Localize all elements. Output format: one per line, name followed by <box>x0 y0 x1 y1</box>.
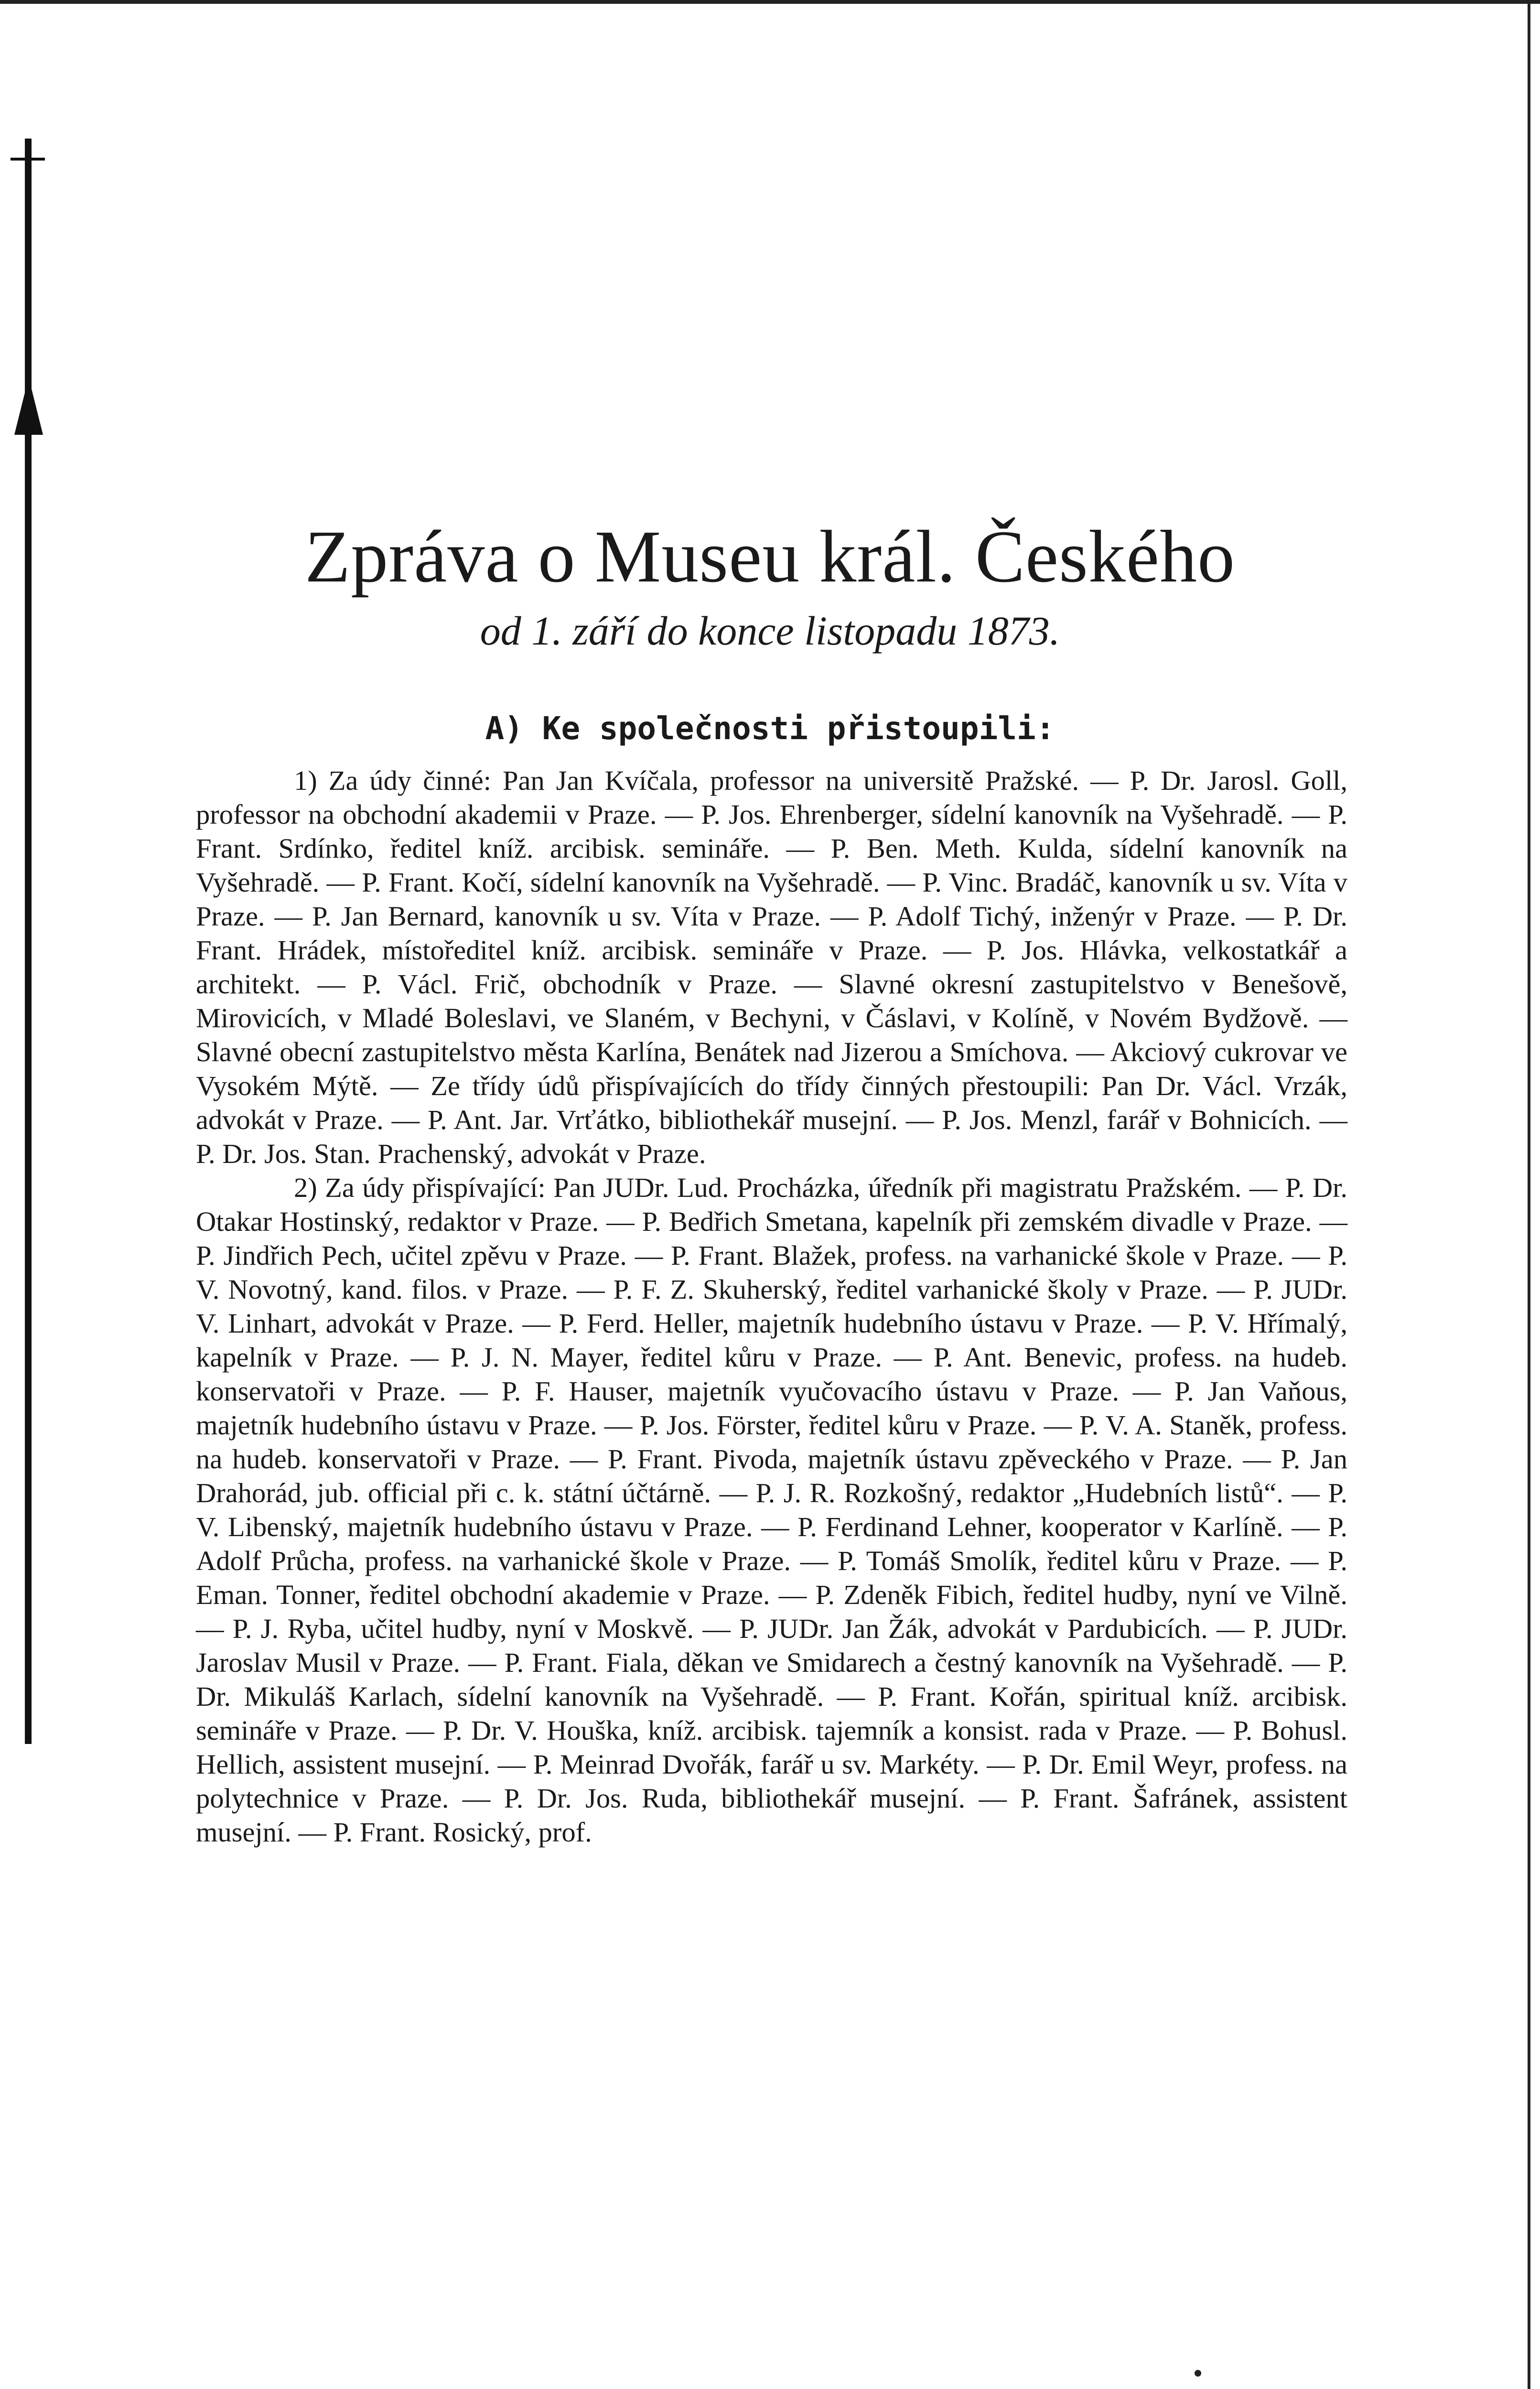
page-top-edge <box>0 0 1540 4</box>
document-subtitle: od 1. září do konce listopadu 1873. <box>480 608 1060 654</box>
body-text <box>196 764 1347 1849</box>
binding-edge-notch <box>14 377 43 435</box>
paragraph-contributing-members: 2) Za údy přispívající: Pan JUDr. Lud. Procházka, úředník při magistratu Pražském. — P. Dr. Otakar Hostinský, redaktor v Praze. — P. Bedřich Smetana, kapelník při zemském divadle v Praze. — P. Jindřich Pech, učitel zpěvu v Praze. — P. Frant. Blažek, profess. na varhanické škole v Praze. — P. V. Novotný, kand. filos. v Praze. — P. F. Z. Skuherský, ředitel varhanické školy v Praze. — P. JUDr. V. Linhart, advokát v Praze. — P. Ferd. Heller, majetník hudebního ústavu v Praze. — P. V. Hřímalý, kapelník v Praze. — P. J. N. Mayer, ředitel kůru v Praze. — P. Ant. Benevic, profess. na hudeb. konservatoři v Praze. — P. F. Hauser, majetník vyučovacího ústavu v Praze. — P. Jan Vaňous, majetník hudebního ústavu v Praze. — P. Jos. Förster, ředitel kůru v Praze. — P. V. A. Staněk, profess. na hudeb. konservatoři v Praze. — P. Frant. Pivoda, majetník ústavu zpěveckého v Praze. — P. Jan Drahorád, jub. official při c. k. státní účtárně. — P. J. R. Rozkošný, redaktor „Hudebních listů“. — P. V. Libenský, majetník hudebního ústavu v Praze. — P. Ferdinand Lehner, kooperator v Karlíně. — P. Adolf Průcha, profess. na varhanické škole v Praze. — P. Tomáš Smolík, ředitel kůru v Praze. — P. Eman. Tonner, ředitel obchodní akademie v Praze. — P. Zdeněk Fibich, ředitel hudby, nyní ve Vilně. — P. J. Ryba, učitel hudby, nyní v Moskvě. — P. JUDr. Jan Žák, advokát v Pardubicích. — P. JUDr. Jaroslav Musil v Praze. — P. Frant. Fiala, děkan ve Smidarech a čestný kanovník na Vyšehradě. — P. Dr. Mikuláš Karlach, sídelní kanovník na Vyšehradě. — P. Frant. Kořán, spiritual kníž. arcibisk. semináře v Praze. — P. Dr. V. Houška, kníž. arcibisk. tajemník a konsist. rada v Praze. — P. Bohusl. Hellich, assistent musejní. — P. Meinrad Dvořák, farář u sv. Markéty. — P. Dr. Emil Weyr, profess. na polytechnice v Praze. — P. Dr. Jos. Ruda, bibliothekář musejní. — P. Frant. Šafránek, assistent musejní. — P. Frant. Rosický, prof. <box>196 1172 1347 1848</box>
document-title: Zpráva o Museu král. Českého <box>304 515 1236 598</box>
binding-edge-tick <box>11 158 45 161</box>
page-right-edge <box>1528 0 1530 2389</box>
section-heading: A) Ke společnosti přistoupili: <box>485 710 1055 747</box>
paragraph-active-members: 1) Za údy činné: Pan Jan Kvíčala, professor na universitě Pražské. — P. Dr. Jarosl. Goll, professor na obchodní akademii v Praze. — P. Jos. Ehrenberger, sídelní kanovník na Vyšehradě. — P. Frant. Srdínko, ředitel kníž. arcibisk. semináře. — P. Ben. Meth. Kulda, sídelní kanovník na Vyšehradě. — P. Frant. Kočí, sídelní kanovník na Vyšehradě. — P. Vinc. Bradáč, kanovník u sv. Víta v Praze. — P. Jan Bernard, kanovník u sv. Víta v Praze. — P. Adolf Tichý, inženýr v Praze. — P. Dr. Frant. Hrádek, místoředitel kníž. arcibisk. semináře v Praze. — P. Jos. Hlávka, velkostatkář a architekt. — P. Václ. Frič, obchodník v Praze. — Slavné okresní zastupitelstvo v Benešově, Mirovicích, v Mladé Boleslavi, ve Slaném, v Bechyni, v Čáslavi, v Kolíně, v Novém Bydžově. — Slavné obecní zastupitelstvo města Karlína, Benátek nad Jizerou a Smíchova. — Akciový cukrovar ve Vysokém Mýtě. — Ze třídy údů přispívajících do třídy činných přestoupili: Pan Dr. Václ. Vrzák, advokát v Praze. — P. Ant. Jar. Vrťátko, bibliothekář musejní. — P. Jos. Menzl, farář v Bohnicích. — P. Dr. Jos. Stan. Prachenský, advokát v Praze. <box>196 765 1347 1169</box>
print-speck <box>1195 2370 1201 2377</box>
